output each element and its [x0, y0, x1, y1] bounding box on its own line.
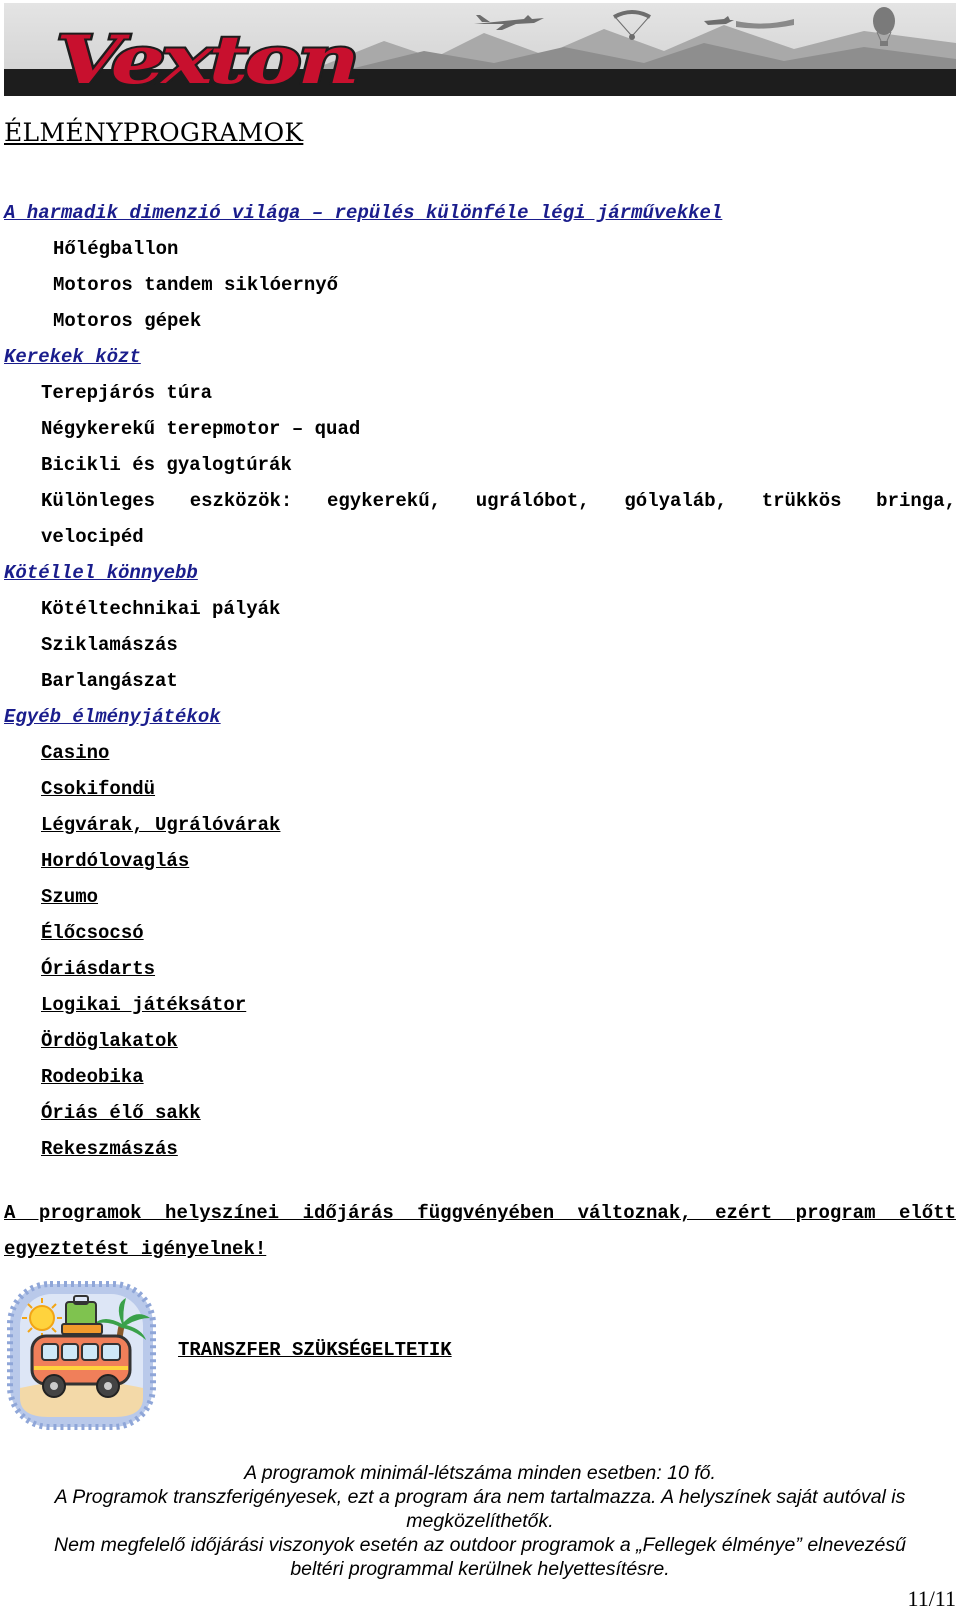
logo-text: Vexton	[56, 21, 356, 96]
page-number: 11/11	[907, 1586, 956, 1611]
vexton-logo	[56, 21, 356, 96]
list-item: Sziklamászás	[41, 634, 178, 656]
game-link-rodeo-bike[interactable]: Rodeobika	[41, 1066, 144, 1088]
section-heading-other-games[interactable]: Egyéb élményjátékok	[4, 706, 221, 728]
game-link-logic-tent[interactable]: Logikai játéksátor	[41, 994, 247, 1016]
game-link-human-foosball[interactable]: Élőcsocsó	[41, 922, 144, 944]
footer-weather-note: Nem megfelelő időjárási viszonyok esetén az outdoor programok a „Fellegek élménye” elnevezésű beltéri programmal kerülnek helyettesítésre.	[54, 1534, 906, 1580]
list-item: Barlangászat	[41, 670, 178, 692]
transfer-required-label: TRANSZFER SZÜKSÉGELTETIK	[178, 1339, 452, 1361]
game-link-crate-climbing[interactable]: Rekeszmászás	[41, 1138, 178, 1160]
list-item: Négykerekű terepmotor – quad	[41, 418, 361, 440]
game-link-devil-locks[interactable]: Ördöglakatok	[41, 1030, 178, 1052]
list-item: Motoros gépek	[53, 310, 202, 332]
weather-notice	[4, 1195, 956, 1267]
page-title: ÉLMÉNYPROGRAMOK	[4, 118, 304, 147]
program-list	[0, 195, 960, 1167]
notice-line: A programok helyszínei időjárás függvényében változnak, ezért program előtt	[4, 1202, 956, 1224]
list-item: Hőlégballon	[53, 238, 179, 260]
game-link-giant-chess[interactable]: Óriás élő sakk	[41, 1102, 201, 1124]
list-item-line: Különleges eszközök: egykerekű, ugrálóbot, gólyaláb, trükkös bringa,	[41, 490, 956, 512]
section-heading-wheels[interactable]: Kerekek közt	[4, 346, 141, 368]
section-heading-rope[interactable]: Kötéllel könnyebb	[4, 562, 198, 584]
footer-transfer-note: A Programok transzferigényesek, ezt a program ára nem tartalmazza. A helyszínek saját autóval is megközelíthetők.	[54, 1486, 906, 1532]
notice-line: egyeztetést igényelnek!	[4, 1238, 267, 1260]
list-item: Terepjárós túra	[41, 382, 213, 404]
game-link-sumo[interactable]: Szumo	[41, 886, 99, 908]
list-item-line: velocipéd	[41, 526, 144, 548]
list-item: Kötéltechnikai pályák	[41, 598, 281, 620]
game-link-chocolate-fondue[interactable]: Csokifondü	[41, 778, 156, 800]
game-link-bouncy-castles[interactable]: Légvárak, Ugrálóvárak	[41, 814, 281, 836]
list-item: Bicikli és gyalogtúrák	[41, 454, 292, 476]
game-link-giant-darts[interactable]: Óriásdarts	[41, 958, 156, 980]
game-link-casino[interactable]: Casino	[41, 742, 110, 764]
footer-min-participants: A programok minimál-létszáma minden esetben: 10 fő.	[244, 1462, 716, 1484]
game-link-barrel-riding[interactable]: Hordólovaglás	[41, 850, 190, 872]
list-item: Motoros tandem siklóernyő	[53, 274, 339, 296]
header-banner	[4, 3, 956, 96]
list-item-special-devices	[0, 483, 960, 555]
section-heading-flight[interactable]: A harmadik dimenzió világa – repülés különféle légi járművekkel	[4, 202, 723, 224]
travel-bus-icon	[4, 1278, 159, 1433]
footer-notes	[0, 1461, 960, 1581]
